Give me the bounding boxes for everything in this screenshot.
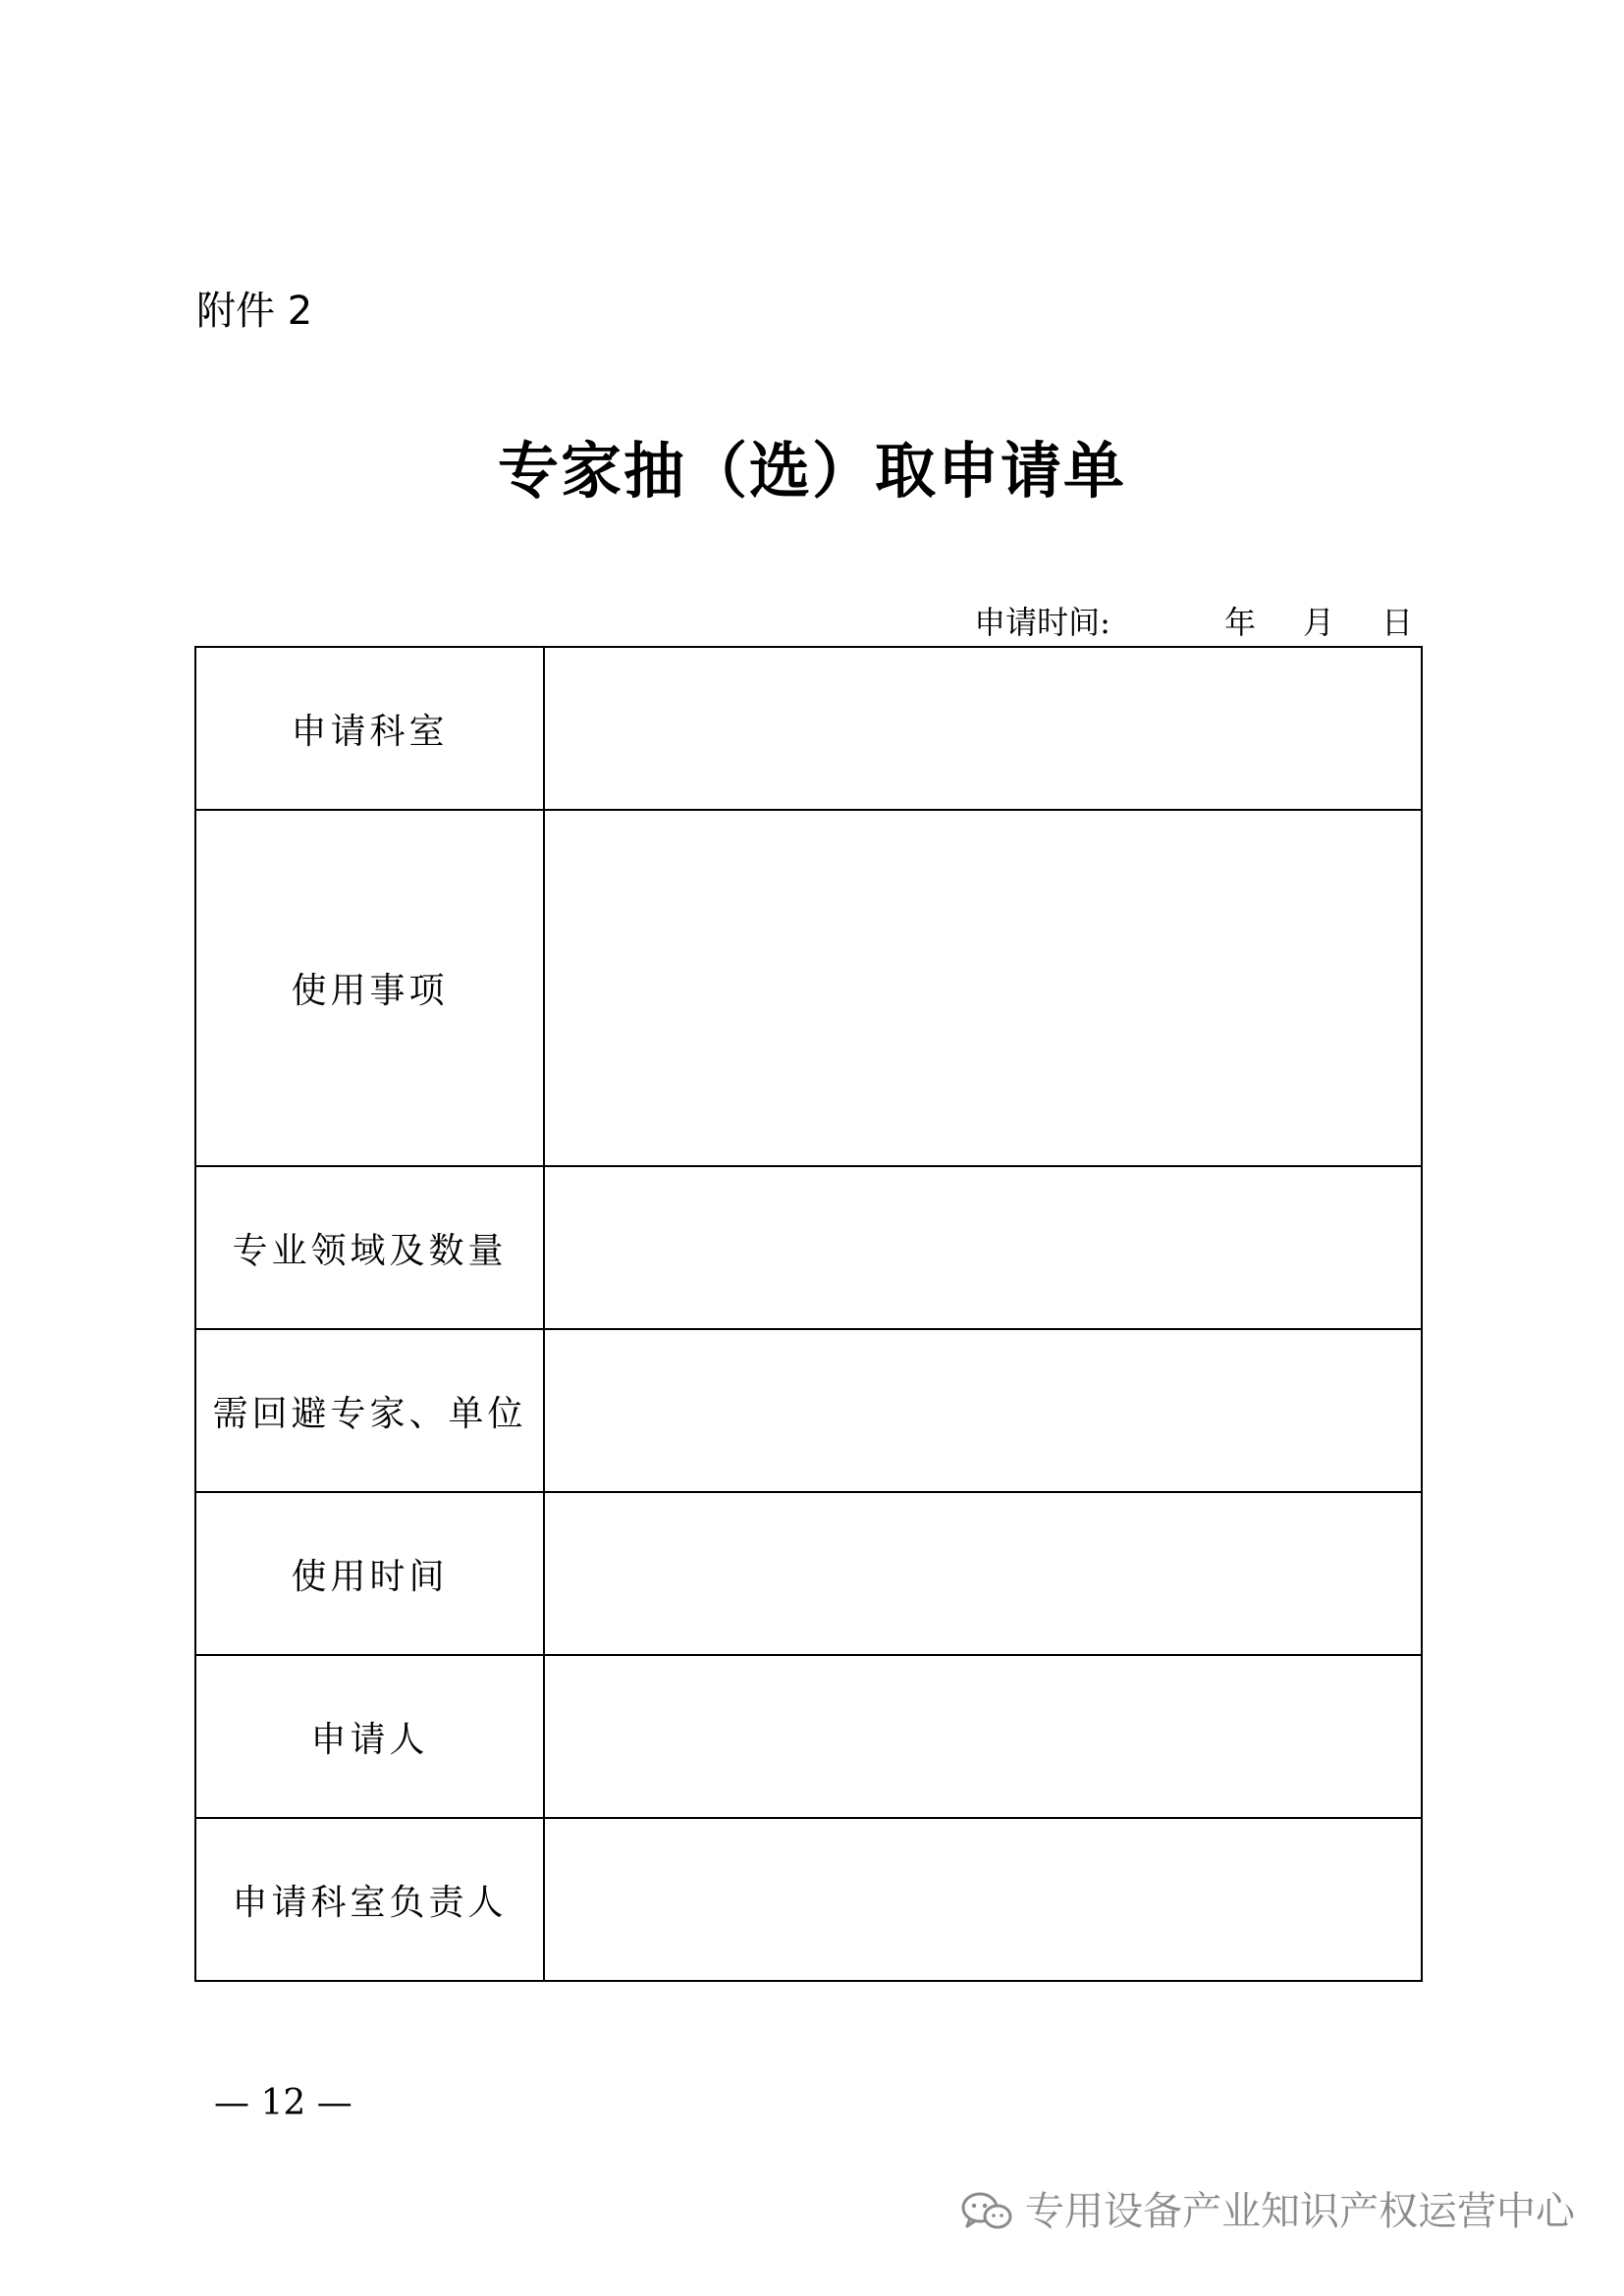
table-row (195, 1655, 1422, 1818)
wechat-icon (960, 2190, 1013, 2233)
page-number: — 12 — (214, 2083, 352, 2123)
field-department-head[interactable] (544, 1818, 1422, 1981)
field-applicant[interactable] (544, 1655, 1422, 1818)
table-row (195, 1329, 1422, 1492)
row-label-field-quantity: 专业领域及数量 (195, 1166, 544, 1329)
watermark-text: 专用设备产业知识产权运营中心 (1025, 2189, 1575, 2234)
field-avoid-experts[interactable] (544, 1329, 1422, 1492)
watermark (960, 2184, 1575, 2239)
page-title: 专家抽（选）取申请单 (497, 435, 1126, 507)
row-label-department-head: 申请科室负责人 (195, 1818, 544, 1981)
date-day-unit: 日 (1380, 604, 1413, 641)
application-form-table (194, 646, 1423, 1982)
date-year-unit: 年 (1223, 604, 1256, 641)
application-date-line (974, 601, 1413, 644)
table-row (195, 1818, 1422, 1981)
table-row (195, 810, 1422, 1166)
field-usage-matter[interactable] (544, 810, 1422, 1166)
row-label-applicant: 申请人 (195, 1655, 544, 1818)
field-department[interactable] (544, 647, 1422, 810)
row-label-usage-matter: 使用事项 (195, 810, 544, 1166)
table-row (195, 1166, 1422, 1329)
attachment-label: 附件 2 (196, 289, 313, 334)
table-row (195, 647, 1422, 810)
row-label-usage-time: 使用时间 (195, 1492, 544, 1655)
row-label-avoid-experts: 需回避专家、单位 (195, 1329, 544, 1492)
field-usage-time[interactable] (544, 1492, 1422, 1655)
table-row (195, 1492, 1422, 1655)
date-month-unit: 月 (1302, 604, 1334, 641)
row-label-department: 申请科室 (195, 647, 544, 810)
field-field-quantity[interactable] (544, 1166, 1422, 1329)
date-label: 申请时间: (974, 604, 1110, 641)
